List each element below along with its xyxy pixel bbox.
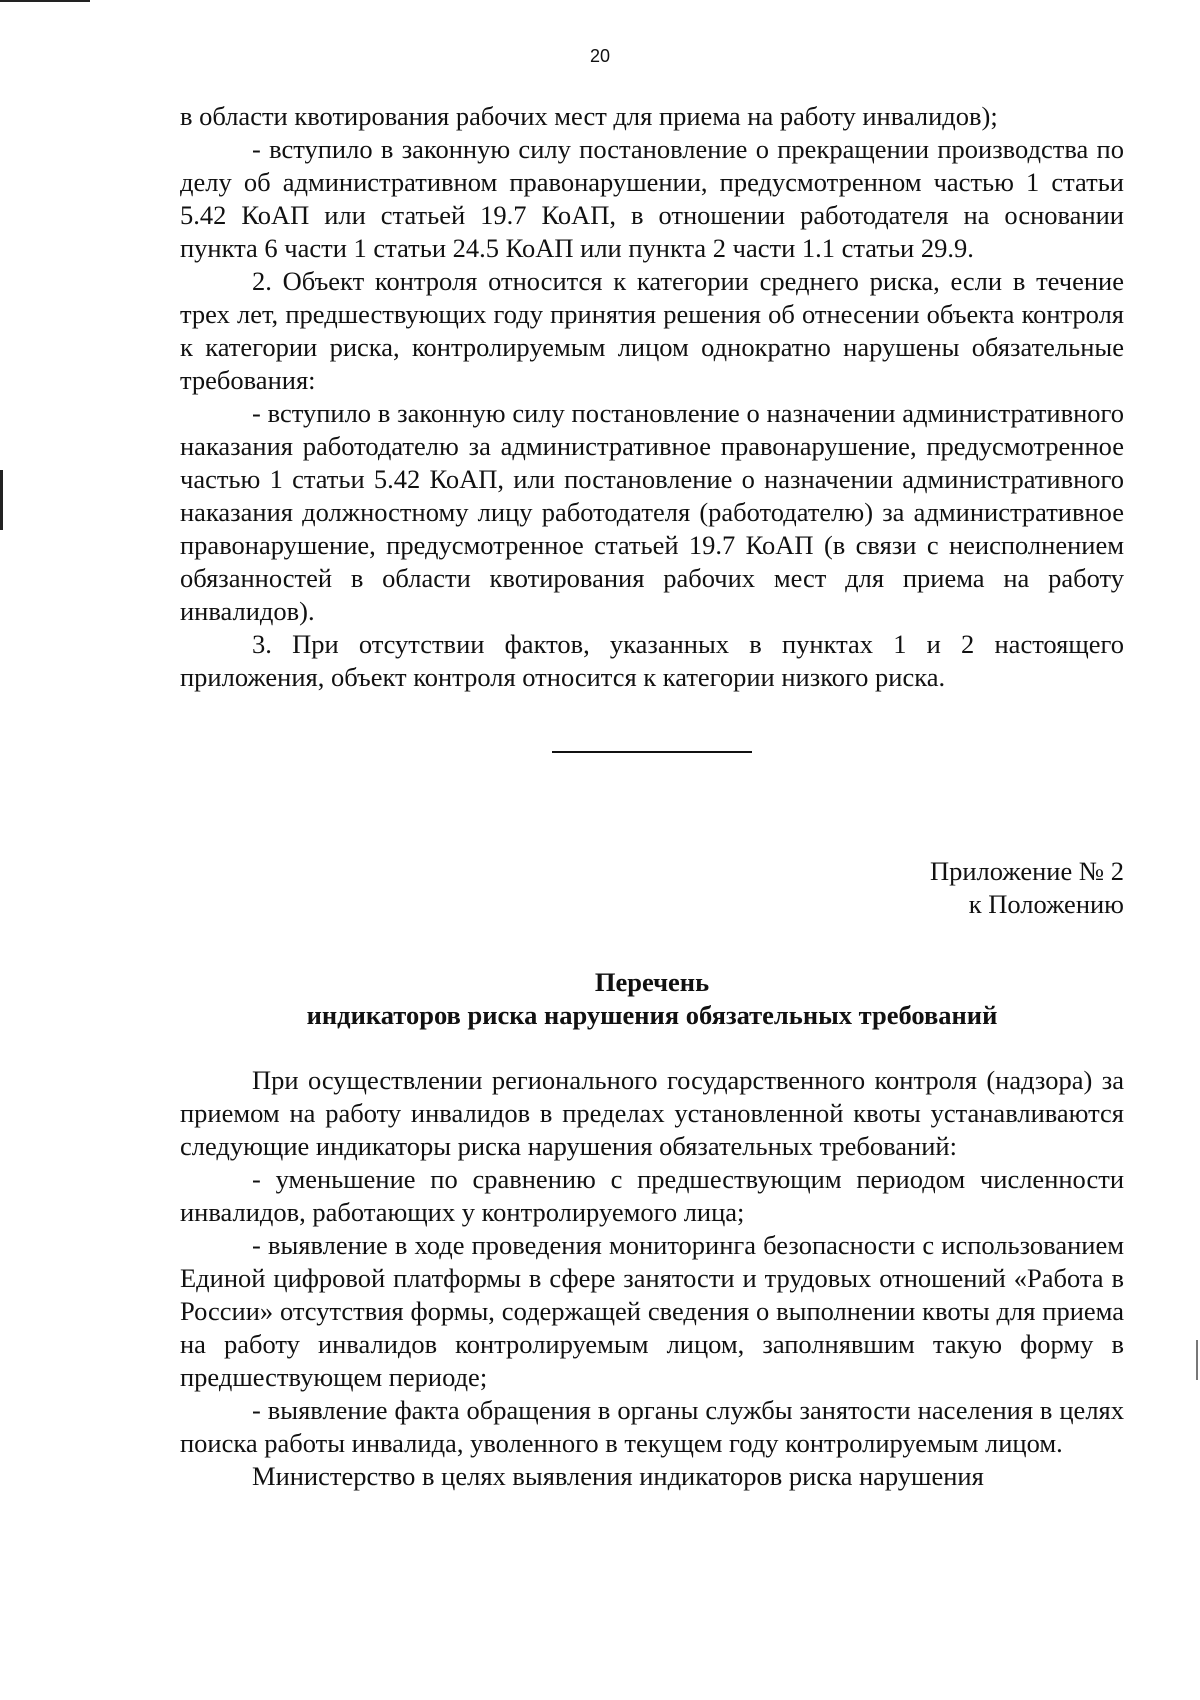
appendix-caption <box>180 855 1124 921</box>
section-risk-categories <box>180 100 1124 694</box>
page-number: 20 <box>589 46 611 66</box>
paragraph: 2. Объект контроля относится к категории среднего риска, если в течение трех лет, предшествующих году принятия решения об отнесении объекта контроля к категории риска, контролируемым лицом однократно нарушены обязательные требования: <box>180 266 1124 395</box>
section-risk-indicators <box>180 1064 1124 1493</box>
list-heading <box>180 966 1124 1032</box>
document-body <box>180 100 1124 1493</box>
heading-subtitle: индикаторов риска нарушения обязательных требований <box>306 1000 998 1030</box>
appendix-number: Приложение № 2 <box>929 856 1124 886</box>
paragraph: - вступило в законную силу постановление о назначении административного наказания работодателю за административное правонарушение, предусмотренное частью 1 статьи 5.42 КоАП, или постановление о назначении административного наказания должностному лицу работодателя (работодателю) за административное правонарушение, предусмотренное статьей 19.7 КоАП (в связи с неисполнением обязанностей в области квотирования рабочих мест для приема на работу инвалидов). <box>180 398 1124 626</box>
scan-mark-left-edge <box>0 470 3 530</box>
paragraph: - выявление в ходе проведения мониторинга безопасности с использованием Единой цифровой платформы в сфере занятости и трудовых отношений «Работа в России» отсутствия формы, содержащей сведения о выполнении квоты для приема на работу инвалидов контролируемым лицом, заполнявшим такую форму в предшествующем периоде; <box>180 1230 1124 1392</box>
paragraph: При осуществлении регионального государственного контроля (надзора) за приемом на работу инвалидов в пределах установленной квоты устанавливаются следующие индикаторы риска нарушения обязательных требований: <box>180 1065 1124 1161</box>
paragraph: - выявление факта обращения в органы службы занятости населения в целях поиска работы инвалида, уволенного в текущем году контролируемым лицом. <box>180 1395 1124 1458</box>
paragraph: в области квотирования рабочих мест для приема на работу инвалидов); <box>180 101 998 131</box>
scan-mark-right-edge <box>1196 1340 1198 1380</box>
section-divider <box>552 751 752 753</box>
appendix-reference: к Положению <box>968 889 1124 919</box>
heading-title: Перечень <box>594 967 710 997</box>
paragraph: - вступило в законную силу постановление о прекращении производства по делу об административном правонарушении, предусмотренном частью 1 статьи 5.42 КоАП или статьей 19.7 КоАП, в отношении работодателя на основании пункта 6 части 1 статьи 24.5 КоАП или пункта 2 части 1.1 статьи 29.9. <box>180 134 1124 263</box>
paragraph: - уменьшение по сравнению с предшествующим периодом численности инвалидов, работающих у контролируемого лица; <box>180 1164 1124 1227</box>
paragraph: Министерство в целях выявления индикаторов риска нарушения <box>252 1461 984 1491</box>
scan-mark-top-left <box>0 0 90 2</box>
paragraph: 3. При отсутствии фактов, указанных в пунктах 1 и 2 настоящего приложения, объект контроля относится к категории низкого риска. <box>180 629 1124 692</box>
